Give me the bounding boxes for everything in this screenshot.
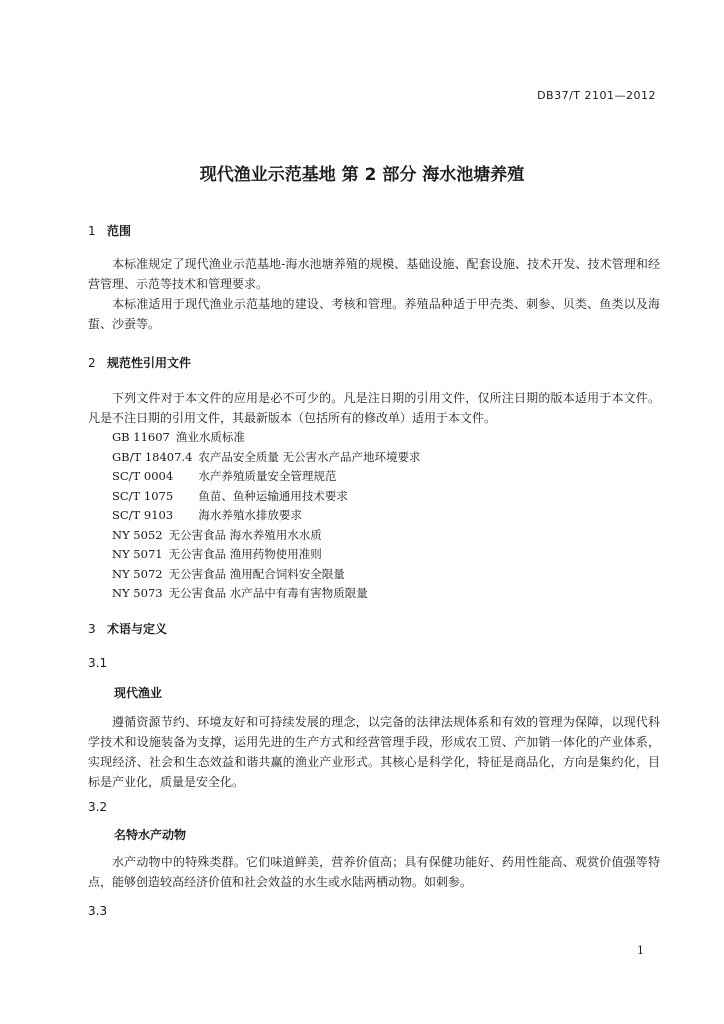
reference-title: 农产品安全质量 无公害水产品产地环境要求 [198,449,421,464]
reference-code: NY 5071 [112,547,163,561]
reference-title: 无公害食品 海水养殖用水水质 [168,527,322,542]
section-number: 3 [88,622,96,636]
term-name: 名特水产动物 [114,828,187,842]
reference-code: NY 5052 [112,527,163,542]
reference-title: 无公害食品 水产品中有毒有害物质限量 [168,586,368,600]
reference-code: GB/T 18407.4 [112,449,193,464]
document-title: 现代渔业示范基地 第 2 部分 海水池塘养殖 [199,165,525,185]
reference-title: 渔业水质标准 [175,430,245,444]
section-title: 术语与定义 [107,622,168,636]
reference-item [112,428,421,448]
standard-code: DB37/T 2101—2012 [537,89,656,102]
page-number: 1 [637,944,644,957]
reference-code: NY 5073 [112,586,163,600]
reference-code: SC/T 0004 [112,469,174,483]
term-definition: 水产动物中的特殊类群。它们味道鲜美，营养价值高；具有保健功能好、药用性能高、观赏价值强等特点，能够创造较高经济价值和社会效益的水生或水陆两栖动物。如刺参。 [88,855,660,889]
reference-title: 水产养殖质量安全管理规范 [198,469,337,483]
term-number: 3.1 [88,656,108,670]
reference-code: GB 11607 [112,430,170,444]
term-number: 3.3 [88,904,108,918]
reference-item [112,565,421,585]
scope-paragraph-1: 本标准规定了现代渔业示范基地-海水池塘养殖的规模、基础设施、配套设施、技术开发、技术管理和经营管理、示范等技术和管理要求。 [88,257,660,291]
term-number: 3.2 [88,800,108,814]
normative-refs-intro: 下列文件对于本文件的应用是必不可少的。凡是注日期的引用文件，仅所注日期的版本适用于本文件。凡是不注日期的引用文件，其最新版本（包括所有的修改单）适用于本文件。 [88,391,660,425]
reference-code: SC/T 1075 [112,488,174,503]
reference-title: 鱼苗、鱼种运输通用技术要求 [198,488,348,503]
section-heading-terms [88,620,167,637]
section-title: 规范性引用文件 [107,356,192,370]
section-title: 范围 [107,224,132,238]
term-definition: 遵循资源节约、环境友好和可持续发展的理念，以完备的法律法规体系和有效的管理为保障，以现代科学技术和设施装备为支撑，运用先进的生产方式和经营管理手段，形成农工贸、产加销一体化的产业体系，实现经济、社会和生态效益和谐共赢的渔业产业形式。其核心是科学化，特征是商品化，方向是集约化，目标是产业化，质量是安全化。 [88,715,660,789]
reference-code: NY 5072 [112,566,163,581]
reference-title: 无公害食品 渔用药物使用准则 [168,547,322,561]
reference-title: 海水养殖水排放要求 [198,508,302,522]
section-heading-normative-refs [88,354,191,371]
term-name: 现代渔业 [114,686,163,700]
reference-list [112,428,421,604]
scope-paragraph-2: 本标准适用于现代渔业示范基地的建设、考核和管理。养殖品种适于甲壳类、刺参、贝类、鱼类以及海蜇、沙蚕等。 [88,297,660,331]
reference-title: 无公害食品 渔用配合饲料安全限量 [168,566,345,581]
reference-code: SC/T 9103 [112,508,174,522]
reference-item [112,506,421,526]
reference-item [112,448,421,468]
reference-item [112,545,421,565]
reference-item [112,526,421,546]
reference-item [112,487,421,507]
reference-item [112,467,421,487]
section-heading-scope [88,222,131,239]
section-number: 1 [88,224,96,238]
reference-item [112,584,421,604]
section-number: 2 [88,356,96,370]
